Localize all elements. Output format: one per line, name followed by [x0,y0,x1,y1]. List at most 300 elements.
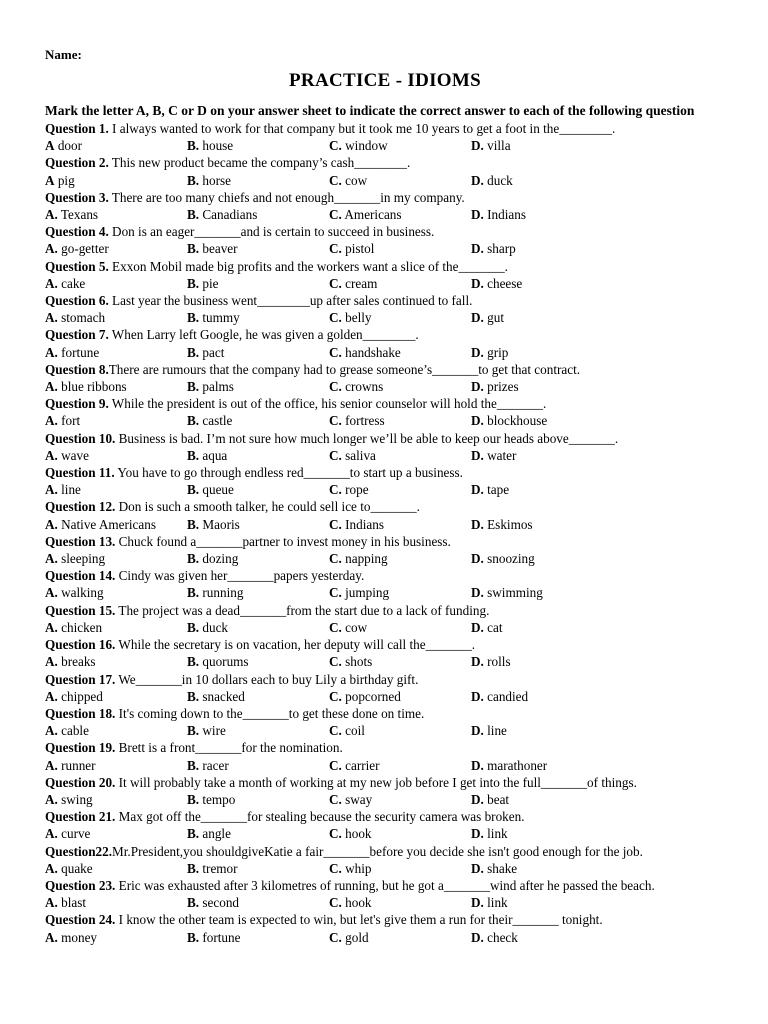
option-text: sleeping [61,551,106,567]
question-block [45,223,725,257]
question-text [45,636,725,653]
answer-option [329,481,471,498]
option-letter: C. [329,654,342,670]
answer-options [45,275,725,292]
option-text: popcorned [345,688,401,704]
answer-option [187,240,329,257]
answer-option [329,516,471,533]
answer-option [45,722,187,739]
question-number: Question 12. [45,499,116,515]
answer-option [187,550,329,567]
option-text: cream [345,275,378,291]
question-block [45,292,725,326]
option-letter: D. [471,138,484,154]
question-number: Question 11. [45,465,115,481]
question-stem: We_______in 10 dollars each to buy Lily a birthday gift. [115,671,419,687]
question-block [45,258,725,292]
answer-option [329,412,471,429]
option-text: door [57,138,83,154]
option-letter: A [45,138,55,154]
option-text: quake [61,860,93,876]
option-letter: A. [45,310,58,326]
option-text: Maoris [202,516,240,532]
option-letter: D. [471,551,484,567]
option-letter: D. [471,447,484,463]
answer-option [329,172,471,189]
answer-option [329,240,471,257]
option-letter: A. [45,619,58,635]
question-stem: Don is such a smooth talker, he could sell ice to_______. [115,499,420,515]
option-text: fortress [345,413,385,429]
option-letter: B. [187,344,200,360]
answer-option [329,825,471,842]
option-letter: A. [45,413,58,429]
option-text: rolls [487,654,511,670]
option-letter: C. [329,516,342,532]
answer-option [45,619,187,636]
question-block [45,671,725,705]
question-number: Question 16. [45,637,116,653]
option-text: Native Americans [61,516,156,532]
answer-option [45,172,187,189]
option-letter: B. [187,791,200,807]
answer-option [471,791,613,808]
option-letter: A. [45,929,58,945]
question-text [45,533,725,550]
answer-option [45,378,187,395]
answer-option [45,550,187,567]
option-letter: B. [187,585,200,601]
question-block [45,189,725,223]
option-letter: A. [45,344,58,360]
answer-options [45,860,725,877]
answer-option [187,860,329,877]
question-stem: This new product became the company’s cash________. [108,155,411,171]
option-text: Indians [345,516,384,532]
option-letter: C. [329,138,342,154]
answer-option [187,309,329,326]
option-text: gut [487,310,504,326]
option-letter: D. [471,895,484,911]
option-text: chicken [61,619,103,635]
question-block [45,636,725,670]
option-letter: A. [45,482,58,498]
instructions: Mark the letter A, B, C or D on your answer sheet to indicate the correct answer to each of the following question [45,103,695,118]
option-letter: B. [187,207,200,223]
answer-option [329,791,471,808]
option-letter: B. [187,929,200,945]
option-text: tape [487,482,510,498]
answer-option [45,791,187,808]
option-letter: C. [329,895,342,911]
question-number: Question 19. [45,740,116,756]
option-text: handshake [345,344,401,360]
option-text: snacked [202,688,245,704]
option-letter: A. [45,379,58,395]
option-letter: A. [45,895,58,911]
option-text: racer [202,757,229,773]
option-letter: C. [329,791,342,807]
question-block [45,498,725,532]
option-text: candied [487,688,529,704]
option-letter: D. [471,310,484,326]
option-text: whip [345,860,372,876]
answer-option [187,757,329,774]
option-text: water [487,447,517,463]
option-text: blockhouse [487,413,548,429]
option-text: aqua [202,447,228,463]
option-text: belly [345,310,372,326]
question-stem: It will probably take a month of working at my new job before I get into the full_______of things. [115,774,637,790]
answer-option [329,757,471,774]
answer-options [45,172,725,189]
answer-option [471,240,613,257]
answer-option [45,584,187,601]
question-stem: Last year the business went________up after sales continued to fall. [108,293,473,309]
option-letter: D. [471,207,484,223]
option-text: hook [345,895,372,911]
answer-option [187,825,329,842]
answer-option [471,206,613,223]
question-number: Question 20. [45,774,116,790]
question-text [45,671,725,688]
option-letter: C. [329,585,342,601]
option-text: check [487,929,518,945]
option-text: cat [487,619,503,635]
option-text: prizes [487,379,519,395]
option-letter: D. [471,275,484,291]
option-text: marathoner [487,757,548,773]
option-letter: D. [471,172,484,188]
question-number: Question 3. [45,189,109,205]
option-letter: B. [187,654,200,670]
option-letter: C. [329,688,342,704]
option-text: villa [487,138,511,154]
question-block [45,326,725,360]
answer-option [471,722,613,739]
option-letter: D. [471,826,484,842]
option-letter: C. [329,344,342,360]
option-letter: D. [471,654,484,670]
option-letter: C. [329,241,342,257]
answer-option [45,688,187,705]
option-text: Texans [60,207,99,223]
question-stem: Cindy was given her_______papers yesterday. [115,568,365,584]
question-stem: Business is bad. I’m not sure how much longer we’ll be able to keep our heads above_______. [115,430,619,446]
question-stem: While the secretary is on vacation, her deputy will call the_______. [115,637,476,653]
answer-option [329,550,471,567]
option-text: go-getter [61,241,109,257]
question-text [45,395,725,412]
answer-options [45,929,725,946]
question-block [45,430,725,464]
answer-options [45,516,725,533]
question-block [45,808,725,842]
question-block [45,739,725,773]
answer-option [471,688,613,705]
answer-option [45,447,187,464]
option-text: chipped [61,688,103,704]
answer-option [471,825,613,842]
option-text: window [345,138,388,154]
option-letter: B. [187,413,200,429]
option-letter: B. [187,757,200,773]
answer-option [329,137,471,154]
option-letter: B. [187,447,200,463]
question-text [45,705,725,722]
option-text: second [202,895,240,911]
option-letter: B. [187,826,200,842]
answer-option [187,894,329,911]
answer-option [471,619,613,636]
option-text: pact [202,344,225,360]
answer-option [187,653,329,670]
option-text: fortune [61,344,100,360]
option-text: money [61,929,98,945]
question-block [45,395,725,429]
answer-option [471,894,613,911]
option-text: queue [202,482,234,498]
question-stem: There are too many chiefs and not enough_______in my company. [108,189,465,205]
option-text: swing [61,791,93,807]
question-stem: Mr.President,you shouldgiveKatie a fair_______before you decide she isn't good enough for the job. [112,843,643,859]
answer-options [45,619,725,636]
question-list [45,120,725,946]
option-text: pistol [345,241,375,257]
question-stem: Don is an eager_______and is certain to succeed in business. [108,224,435,240]
option-text: cake [61,275,86,291]
option-text: shake [487,860,518,876]
answer-option [187,344,329,361]
question-number: Question 13. [45,533,116,549]
answer-option [471,412,613,429]
question-text [45,464,725,481]
option-text: Canadians [202,207,258,223]
option-letter: C. [329,723,342,739]
question-block [45,843,725,877]
option-letter: D. [471,723,484,739]
option-letter: D. [471,379,484,395]
question-block [45,533,725,567]
question-text [45,154,725,171]
question-number: Question 17. [45,671,116,687]
question-number: Question 7. [45,327,109,343]
question-number: Question 9. [45,396,109,412]
question-text [45,739,725,756]
question-text [45,877,725,894]
option-letter: C. [329,447,342,463]
option-text: cheese [487,275,523,291]
option-letter: C. [329,207,342,223]
option-text: blue ribbons [61,379,127,395]
question-stem: While the president is out of the office, his senior counselor will hold the_______. [108,396,547,412]
option-letter: C. [329,379,342,395]
question-text [45,808,725,825]
option-letter: A. [45,241,58,257]
option-letter: D. [471,241,484,257]
answer-option [329,309,471,326]
option-letter: B. [187,860,200,876]
answer-option [471,584,613,601]
option-letter: A. [45,516,58,532]
option-text: curve [61,826,91,842]
option-text: pig [57,172,75,188]
question-stem: Max got off the_______for stealing because the security camera was broken. [115,809,525,825]
question-number: Question 21. [45,809,116,825]
answer-option [471,516,613,533]
option-text: dozing [202,551,239,567]
answer-option [45,412,187,429]
option-text: Americans [344,207,402,223]
answer-options [45,378,725,395]
option-text: sway [345,791,373,807]
option-letter: B. [187,551,200,567]
question-stem: You have to go through endless red_______to start up a business. [114,465,463,481]
option-text: cow [345,619,368,635]
option-text: wave [61,447,89,463]
answer-options [45,791,725,808]
question-text [45,774,725,791]
question-number: Question 18. [45,705,116,721]
option-text: runner [61,757,96,773]
option-letter: D. [471,860,484,876]
question-text [45,120,725,137]
option-text: stomach [61,310,106,326]
answer-option [187,516,329,533]
option-text: carrier [345,757,380,773]
question-block [45,705,725,739]
question-text [45,498,725,515]
answer-options [45,240,725,257]
question-stem: I always wanted to work for that company but it took me 10 years to get a foot in the________. [108,121,616,136]
option-letter: D. [471,482,484,498]
answer-option [471,137,613,154]
option-letter: A. [45,207,58,223]
answer-options [45,550,725,567]
question-number: Question 15. [45,602,116,618]
option-letter: A. [45,688,58,704]
question-text [45,361,725,378]
option-letter: B. [187,895,200,911]
answer-option [45,825,187,842]
answer-option [471,344,613,361]
question-stem: When Larry left Google, he was given a golden________. [108,327,419,343]
option-text: hook [345,826,372,842]
answer-options [45,688,725,705]
answer-options [45,481,725,498]
page-title: PRACTICE - IDIOMS [289,70,481,91]
option-text: horse [202,172,231,188]
answer-options [45,412,725,429]
answer-option [45,275,187,292]
option-text: Indians [487,207,526,223]
option-letter: D. [471,757,484,773]
question-number: Question 6. [45,293,109,309]
option-letter: D. [471,929,484,945]
answer-option [187,412,329,429]
answer-option [187,619,329,636]
option-text: fort [61,413,81,429]
option-text: duck [202,619,229,635]
option-letter: A. [45,551,58,567]
answer-option [187,137,329,154]
question-text [45,292,725,309]
answer-option [187,791,329,808]
option-letter: C. [329,482,342,498]
option-letter: B. [187,241,200,257]
question-number: Question22. [45,843,113,859]
answer-option [45,929,187,946]
option-letter: A. [45,275,58,291]
option-letter: C. [329,172,342,188]
option-text: snoozing [487,551,535,567]
option-text: castle [202,413,233,429]
option-text: walking [61,585,104,601]
option-text: cable [61,723,89,739]
option-text: napping [345,551,388,567]
option-text: quorums [202,654,249,670]
option-text: gold [345,929,369,945]
question-block [45,877,725,911]
question-block [45,911,725,945]
question-stem: Eric was exhausted after 3 kilometres of running, but he got a_______wind after he passed the beach. [115,877,655,893]
question-text [45,223,725,240]
option-text: shots [345,654,373,670]
answer-option [471,860,613,877]
question-stem: It's coming down to the_______to get these done on time. [115,705,425,721]
option-text: palms [202,379,234,395]
question-stem: There are rumours that the company had to grease someone’s_______to get that contract. [108,361,581,377]
option-letter: A. [45,654,58,670]
option-letter: C. [329,551,342,567]
option-letter: A. [45,723,58,739]
question-text [45,911,725,928]
option-letter: D. [471,619,484,635]
option-text: pie [202,275,219,291]
answer-option [471,172,613,189]
option-text: jumping [345,585,390,601]
worksheet-page [45,46,725,946]
answer-option [329,653,471,670]
answer-option [187,206,329,223]
option-letter: B. [187,723,200,739]
question-block [45,464,725,498]
answer-option [187,481,329,498]
answer-options [45,757,725,774]
question-number: Question 23. [45,877,116,893]
option-text: beaver [202,241,238,257]
answer-option [329,688,471,705]
question-text [45,189,725,206]
question-stem: Brett is a front_______for the nomination. [115,740,343,756]
option-text: coil [345,723,365,739]
answer-options [45,653,725,670]
option-text: house [202,138,234,154]
question-number: Question 10. [45,430,116,446]
question-number: Question 24. [45,912,116,928]
question-number: Question 1. [45,121,109,136]
question-text [45,602,725,619]
answer-option [45,309,187,326]
option-letter: C. [329,619,342,635]
option-letter: C. [329,860,342,876]
option-text: crowns [345,379,384,395]
option-text: line [61,482,81,498]
answer-option [471,757,613,774]
option-text: beat [487,791,510,807]
option-letter: A. [45,860,58,876]
option-text: tummy [202,310,240,326]
